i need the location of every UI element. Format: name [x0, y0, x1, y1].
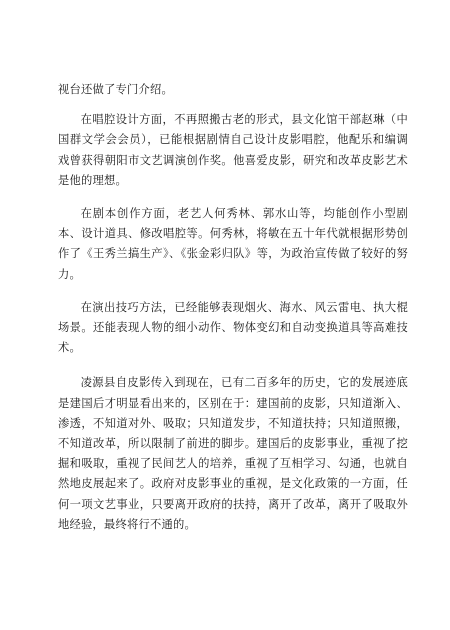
paragraph-continuation: 视台还做了专门介绍。	[58, 83, 173, 96]
paragraph-script-creation: 在剧本创作方面，老艺人何秀林、郭水山等，均能创作小型剧本、设计道具、修改唱腔等。何秀林，将敏在五十年代就根据形势创作了《王秀兰搞生产》、《张金彩归队》等，为政治宣传做了较好的努力。	[58, 207, 408, 281]
paragraph-singing-design: 在唱腔设计方面，不再照搬古老的形式，县文化馆干部赵琳（中国群文学会会员），已能根据剧情自己设计皮影唱腔，他配乐和编调戏曾获得朝阳市文艺调演创作奖。他喜爱皮影，研究和改革皮影艺术是他的理想。	[58, 113, 408, 187]
paragraph-history-summary: 凌源县自皮影传入到现在，已有二百多年的历史，它的发展迹底是建国后才明显看出来的，区别在于：建国前的皮影，只知道渐入、渗透，不知道对外、吸取；只知道发步，不知道扶持；只知道照搬，不知道改革，所以限制了前进的脚步。建国后的皮影事业，重视了挖掘和吸取，重视了民间艺人的培养，重视了互相学习、勾通，也就自然地皮展起来了。政府对皮影事业的重视，是文化政策的一方面，任何一项文艺事业，只要离开政府的扶持，离开了改革，离开了吸取外地经验，最终将行不通的。	[58, 376, 408, 531]
paragraph-performance-technique: 在演出技巧方法，已经能够表现烟火、海水、风云雷电、执大棍场景。还能表现人物的细小动作、物体变幻和自动变换道具等高难技术。	[58, 300, 408, 355]
document-page	[58, 80, 408, 544]
